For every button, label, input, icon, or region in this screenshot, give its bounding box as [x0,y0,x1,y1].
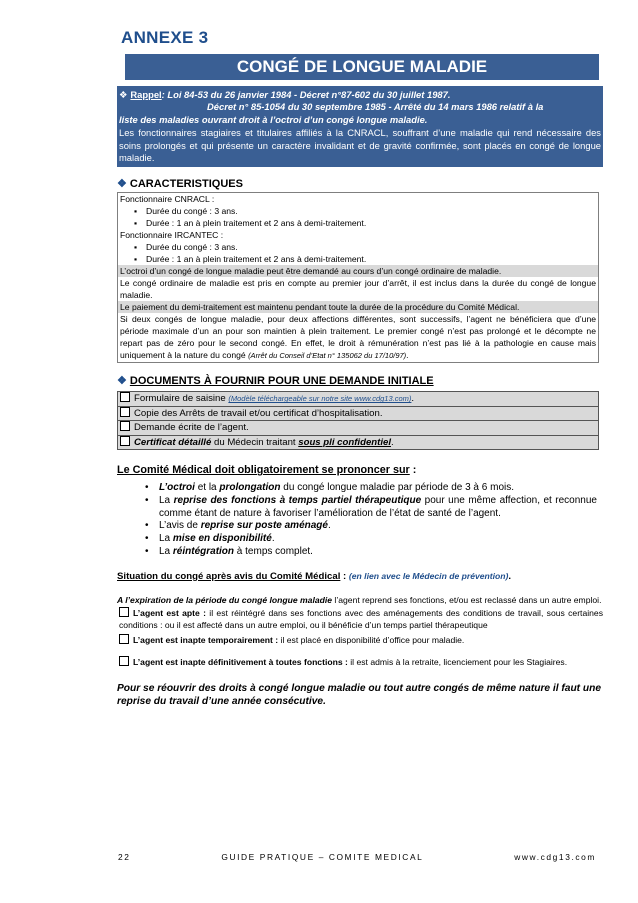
section-caracteristiques: ❖ CARACTERISTIQUES [117,178,243,191]
checkbox-icon[interactable] [120,392,130,402]
footer-site: www.cdg13.com [514,852,596,862]
rappel-text-1: : Loi 84-53 du 26 janvier 1984 - Décret n°87-602 du 30 juillet 1987. [161,89,451,100]
diamond-icon: ❖ [117,178,127,191]
diamond-icon: ❖ [117,375,127,388]
page-content [117,22,603,708]
list-item: ▪ Durée du congé : 3 ans. [118,205,598,217]
checkbox-icon[interactable] [120,421,130,431]
checklist-item: Certificat détaillé du Médecin traitant sous pli confidentiel. [118,436,598,449]
comite-heading: Le Comité Médical doit obligatoirement se prononcer sur : [117,464,417,477]
model-download-link[interactable]: (Modèle téléchargeable sur notre site www.cdg13.com) [228,394,412,404]
rappel-line-3: liste des maladies ouvrant droit à l’octroi d’un congé longue maladie. [119,113,428,125]
list-item: ▪ Durée du congé : 3 ans. [118,241,598,253]
list-item: • La réintégration à temps complet. [117,546,603,559]
banner-title: CONGÉ DE LONGUE MALADIE [125,54,599,80]
list-item: • L’octroi et la prolongation du congé longue maladie par période de 3 à 6 mois. [117,482,603,495]
documents-checklist [117,391,599,450]
checkbox-icon[interactable] [120,407,130,417]
footer-title: GUIDE PRATIQUE – COMITE MEDICAL [221,852,424,862]
paragraph: Le paiement du demi-traitement est maintenu pendant toute la durée de la procédure du Comité Médical. [118,301,598,313]
paragraph: Si deux congés de longue maladie, pour deux affections différentes, sont successifs, l’agent ne bénéficiera que d’une période maximale d’un an pour son maintien à plein traitement. Le premier congé n’est pas prolongé et le décompte ne repart pas de zéro pour le second congé. En effet, le droit à rémunération n’est pas lié à la pathologie en cause mais uniquement à la nature du congé (Arrêt du Conseil d’Etat n° 135062 du 17/10/97). [120,314,596,361]
cnracl-label: Fonctionnaire CNRACL : [120,194,215,205]
rappel-line-2: Décret n° 85-1054 du 30 septembre 1985 - Arrêté du 14 mars 1986 relatif à la [207,101,544,113]
paragraph: Le congé ordinaire de maladie est pris en compte au premier jour d’arrêt, il est inclus dans la durée du congé de longue maladie. [120,278,596,301]
checklist-item: L’agent est apte : il est réintégré dans ses fonctions avec des aménagements des conditions de travail, sous certaines conditions : ou il est affecté dans un autre emploi, ou il bénéficie d’un temps partiel thérapeutique [119,607,603,630]
list-item: • L’avis de reprise sur poste aménagé. [117,520,603,533]
diamond-icon: ❖ [119,89,128,100]
checklist-item: Copie des Arrêts de travail et/ou certificat d’hospitalisation. [118,407,598,421]
rappel-body: Les fonctionnaires stagiaires et titulaires affiliés à la CNRACL, souffrant d’une maladie qui rend nécessaire des soins prolongés et qui présente un caractère invalidant et de gravité confirmée, sont placés en congé de longue maladie. [119,127,601,164]
caracteristiques-box [117,192,599,363]
section-documents: ❖ DOCUMENTS À FOURNIR POUR UNE DEMANDE INITIALE [117,375,434,388]
checkbox-icon[interactable] [119,656,129,666]
annexe-title: ANNEXE 3 [121,28,209,47]
ircantec-label: Fonctionnaire IRCANTEC : [120,230,224,241]
situation-intro: A l’expiration de la période du congé longue maladie l’agent reprend ses fonctions, et/ou est reclassé dans un autre emploi. [117,594,602,605]
arret-reference: (Arrêt du Conseil d’Etat n° 135062 du 17/10/97) [248,351,407,361]
rappel-label: Rappel [130,89,162,100]
checklist-item: Formulaire de saisine (Modèle téléchargeable sur notre site www.cdg13.com). [118,392,598,406]
checklist-item: Demande écrite de l’agent. [118,421,598,435]
checklist-item: L’agent est inapte définitivement à toutes fonctions : il est admis à la retraite, licenciement pour les Stagiaires. [117,656,603,668]
list-item: ▪ Durée : 1 an à plein traitement et 2 ans à demi-traitement. [118,217,598,229]
checkbox-icon[interactable] [120,436,130,446]
list-item: • La mise en disponibilité. [117,533,603,546]
rappel-box [117,86,603,167]
conclusion-text: Pour se réouvrir des droits à congé longue maladie ou tout autre congés de même nature il faut une reprise du travail d’une année consécutive. [117,682,602,707]
comite-list [117,482,603,559]
checklist-item: L’agent est inapte temporairement : il est placé en disponibilité d’office pour maladie. [117,634,603,646]
page-number: 22 [118,852,131,862]
list-item: • La reprise des fonctions à temps partiel thérapeutique pour une même affection, et reconnue comme étant de nature à favoriser l’amélioration de l’état de santé de l’agent. [117,495,603,521]
rappel-line-1 [119,89,601,101]
checkbox-icon[interactable] [119,607,129,617]
situation-heading: Situation du congé après avis du Comité Médical : (en lien avec le Médecin de prévention). [117,570,512,582]
checkbox-icon[interactable] [119,634,129,644]
paragraph: L’octroi d’un congé de longue maladie peut être demandé au cours d’un congé ordinaire de maladie. [118,265,598,277]
page-footer [118,852,596,862]
list-item: ▪ Durée : 1 an à plein traitement et 2 ans à demi-traitement. [118,253,598,265]
